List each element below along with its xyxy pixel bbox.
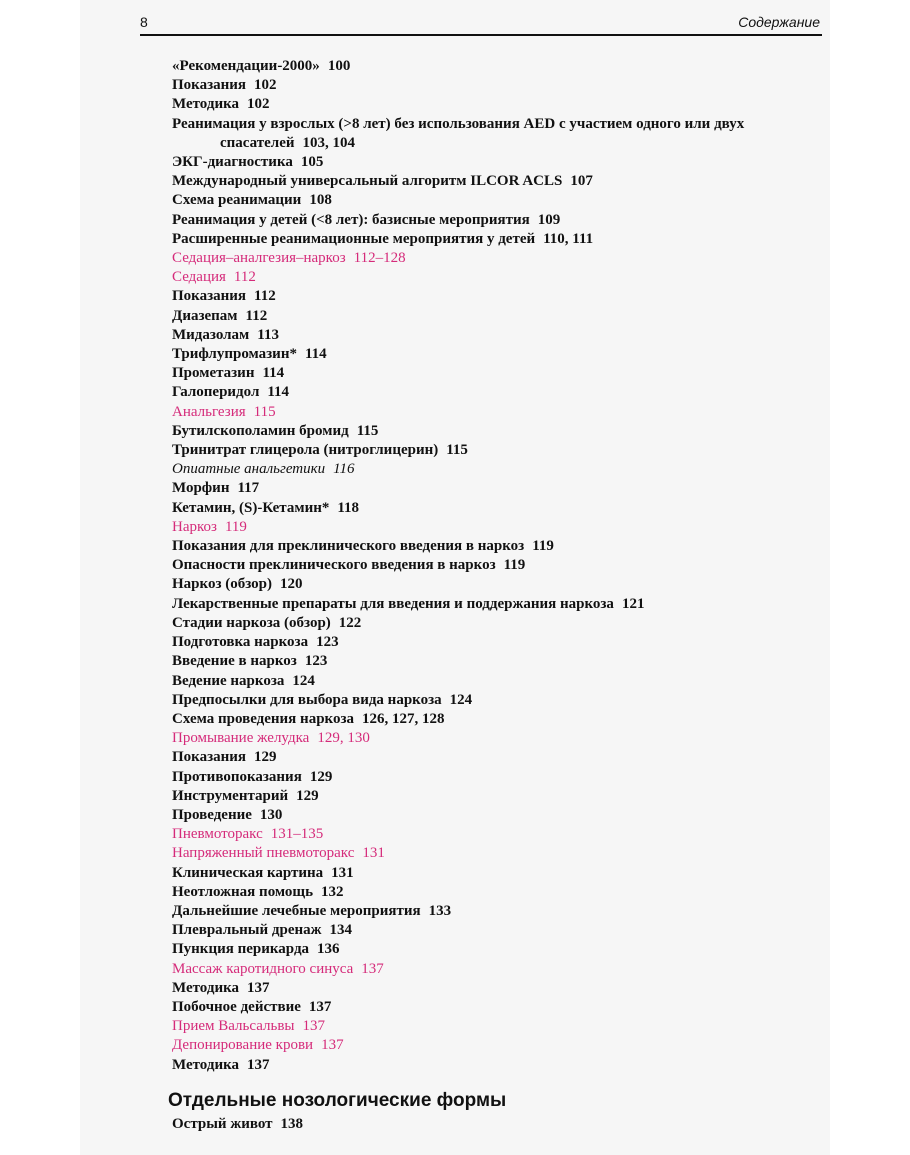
running-header-title: Содержание [738,14,820,30]
toc-entry[interactable] [172,825,812,844]
toc-entry-page: 131–135 [270,826,324,843]
toc-entry-title: Инструментарий [172,787,289,804]
toc-entry[interactable] [172,748,812,767]
toc-entry-page: 115 [253,403,276,420]
toc-entry-title: Показания [172,288,247,305]
toc-entry[interactable] [172,864,812,883]
toc-entry[interactable] [172,1116,303,1133]
toc-entry-page: 112–128 [353,250,406,267]
toc-entry-page: 131 [331,864,354,881]
toc-entry-title: Седация [172,269,226,286]
toc-entry-title: Схема проведения наркоза [172,710,355,727]
toc-entry-page: 119 [224,518,247,535]
toc-entry-page: 107 [570,173,593,190]
toc-entry[interactable] [172,287,812,306]
toc-entry[interactable] [172,1036,812,1055]
toc-entry-title: Опасности преклинического введения в наркоз [172,557,496,574]
toc-entry[interactable] [172,556,812,575]
toc-entry-title: Наркоз (обзор) [172,576,273,593]
toc-entry[interactable] [172,499,812,518]
toc-entry-page: 137 [321,1037,344,1054]
toc-entry-title: Клиническая картина [172,864,324,881]
toc-entry[interactable] [172,172,812,191]
toc-entry-title: Тринитрат глицерола (нитроглицерин) [172,442,439,459]
toc-entry[interactable] [172,768,812,787]
toc-entry[interactable] [172,326,812,345]
toc-entry-title: Острый живот [172,1116,273,1132]
toc-entry[interactable] [172,383,812,402]
toc-entry[interactable] [172,921,812,940]
toc-entry[interactable] [172,95,812,114]
toc-entry-page: 114 [267,384,290,401]
toc-entry-page: 129 [254,749,277,766]
toc-entry[interactable] [172,883,812,902]
toc-entry[interactable] [172,787,812,806]
toc-entry-page: 138 [280,1116,304,1132]
toc-entry-title: Методика [172,979,240,996]
toc-entry-title: Депонирование крови [172,1037,314,1054]
toc-entry-page: 137 [247,979,270,996]
toc-entry-page: 115 [446,442,468,459]
toc-entry-page: 113 [257,326,279,343]
toc-entry-title: Промывание желудка [172,730,310,747]
toc-entry[interactable] [172,710,812,729]
toc-entry-page: 124 [292,672,315,689]
toc-entry-page: 112 [233,269,256,286]
toc-entry-title: Побочное действие [172,998,301,1015]
toc-entry[interactable] [172,268,812,287]
toc-entry-title: Стадии наркоза (обзор) [172,614,331,631]
toc-entry-page: 120 [280,576,303,593]
toc-entry[interactable] [172,479,812,498]
toc-entry[interactable] [172,403,812,422]
toc-entry[interactable] [172,191,812,210]
toc-entry-page: 116 [333,461,355,478]
toc-entry-page: 114 [262,365,285,382]
toc-entry-page: 105 [300,154,324,171]
toc-entry-page: 122 [338,614,362,631]
toc-entry[interactable] [172,460,812,479]
toc-entry-page: 100 [327,58,351,74]
toc-entry-title: Предпосылки для выбора вида наркоза [172,691,442,708]
toc-entry[interactable] [172,844,812,863]
toc-entry[interactable] [172,998,812,1017]
toc-entry-page: 129, 130 [317,730,370,747]
toc-entry-title: Ведение наркоза [172,672,285,689]
toc-entry-page: 137 [308,998,332,1015]
toc-entry-page: 119 [503,557,526,574]
toc-entry[interactable] [172,115,812,153]
toc-entry[interactable] [172,575,812,594]
toc-entry-page: 132 [321,883,344,900]
toc-entry[interactable] [172,940,812,959]
toc-entry-page: 103, 104 [302,134,355,151]
toc-entry-title: Реанимация у детей (<8 лет): базисные мероприятия [172,211,530,228]
toc-entry[interactable] [172,595,812,614]
toc-entry[interactable] [172,153,812,172]
toc-entry-title: Подготовка наркоза [172,634,309,651]
toc-entry[interactable] [172,1017,812,1036]
toc-entry-title: Кетамин, (S)-Кетамин* [172,499,330,516]
toc-entry-page: 112 [245,307,268,324]
toc-entry-page: 102 [247,96,270,113]
header-rule [140,34,822,36]
toc-entry-page: 115 [356,422,379,439]
toc-entry[interactable] [172,652,812,671]
toc-entry-page: 137 [247,1056,270,1073]
toc-entry-page: 108 [309,192,332,209]
toc-entry-page: 121 [621,595,645,612]
toc-entry-page: 134 [329,922,353,939]
toc-entry-page: 110, 111 [543,230,594,247]
toc-entry[interactable] [172,691,812,710]
toc-entry-page: 102 [254,77,277,94]
toc-entry-title: Плевральный дренаж [172,922,322,939]
toc-entry-page: 114 [304,346,327,363]
toc-entry-page: 117 [237,480,260,497]
toc-entry[interactable] [172,364,812,383]
toc-entry[interactable] [172,902,812,921]
toc-entry-page: 109 [537,211,561,228]
toc-entry-page: 136 [317,941,340,958]
section-heading: Отдельные нозологические формы [168,1090,507,1111]
toc-entry-title: Бутилскополамин бромид [172,422,349,439]
toc-entry[interactable] [172,249,812,268]
toc-entry-title: Методика [172,96,240,113]
toc-entry-page: 137 [361,960,384,977]
toc-entry-page: 129 [309,768,333,785]
toc-entry-title: Лекарственные препараты для введения и поддержания наркоза [172,595,614,612]
toc-entry-title: Седация–аналгезия–наркоз [172,250,346,267]
toc-entry[interactable] [172,422,812,441]
toc-entry-title: Реанимация у взрослых (>8 лет) без использования AED с участием одного или двух спасателей [172,115,745,151]
toc-entry-title: Противопоказания [172,768,302,785]
toc-entry[interactable] [172,979,812,998]
toc-entry-title: «Рекомендации-2000» [172,58,320,74]
toc-entry[interactable] [172,729,812,748]
toc-entry[interactable] [172,230,812,249]
toc-entry[interactable] [172,76,812,95]
toc-entry-title: Международный универсальный алгоритм ILCOR ACLS [172,173,563,190]
toc-entry-title: Диазепам [172,307,238,324]
toc-entry[interactable] [172,806,812,825]
toc-entry-title: Показания [172,749,247,766]
toc-entry[interactable] [172,57,812,76]
toc-entry[interactable] [172,211,812,230]
toc-entry-title: Массаж каротидного синуса [172,960,354,977]
toc-entry-title: Анальгезия [172,403,246,420]
toc-entry[interactable] [172,537,812,556]
toc-entry-title: Трифлупромазин* [172,346,297,363]
page-number: 8 [140,14,148,30]
toc-entry-page: 124 [449,691,473,708]
toc-entry-page: 133 [428,902,452,919]
toc-entry-title: Пневмоторакс [172,826,263,843]
toc-entry[interactable] [172,614,812,633]
toc-entry-title: Проведение [172,806,252,823]
toc-entry-title: Прием Вальсальвы [172,1018,295,1035]
toc-entry-title: ЭКГ-диагностика [172,154,293,171]
toc-entry-title: Морфин [172,480,230,497]
toc-entry-page: 137 [302,1018,325,1035]
toc-entry[interactable] [172,960,812,979]
toc-entry[interactable] [172,518,812,537]
toc-entry[interactable] [172,672,812,691]
toc-entry-title: Показания [172,77,247,94]
toc-entry-page: 126, 127, 128 [362,710,445,727]
toc-entry-title: Методика [172,1056,240,1073]
table-of-contents [172,57,812,1075]
toc-entry-title: Введение в наркоз [172,653,297,670]
toc-entry-page: 131 [362,845,385,862]
toc-entry-title: Расширенные реанимационные мероприятия у детей [172,230,536,247]
toc-entry[interactable] [172,441,812,460]
toc-entry-page: 118 [337,499,360,516]
toc-entry-title: Напряженный пневмоторакс [172,845,355,862]
toc-entry-title: Неотложная помощь [172,883,314,900]
toc-entry-title: Пункция перикарда [172,941,310,958]
toc-entry-title: Мидазолам [172,326,250,343]
toc-entry-title: Наркоз [172,518,217,535]
toc-entry[interactable] [172,633,812,652]
toc-entry-title: Опиатные анальгетики [172,461,326,478]
toc-entry-title: Прометазин [172,365,255,382]
toc-entry-page: 130 [259,806,283,823]
toc-entry-page: 123 [304,653,328,670]
toc-entry[interactable] [172,1056,812,1075]
toc-entry-page: 129 [296,787,319,804]
toc-entry-title: Галоперидол [172,384,260,401]
toc-entry[interactable] [172,307,812,326]
toc-entry[interactable] [172,345,812,364]
toc-entry-title: Дальнейшие лечебные мероприятия [172,902,421,919]
toc-entry-page: 123 [316,634,339,651]
toc-entry-title: Схема реанимации [172,192,302,209]
toc-entry-page: 119 [532,538,554,555]
toc-entry-title: Показания для преклинического введения в наркоз [172,538,525,555]
toc-entry-page: 112 [254,288,276,305]
